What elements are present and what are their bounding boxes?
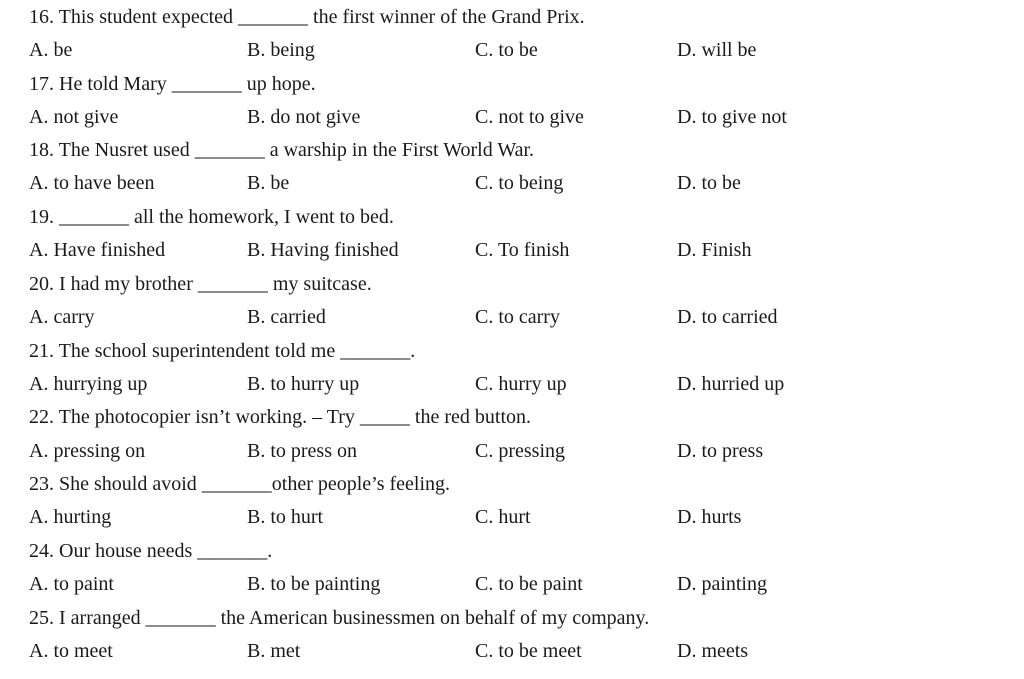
question-stem-24: 24. Our house needs _______.: [29, 540, 273, 562]
option-b: B. to hurry up: [247, 373, 360, 395]
options-row-25: [29, 635, 1009, 668]
option-b: B. being: [247, 39, 315, 61]
option-c: C. hurt: [475, 506, 531, 528]
option-c: C. to be meet: [475, 640, 582, 662]
question-stem-19: 19. _______ all the homework, I went to bed.: [29, 206, 394, 228]
option-c: C. hurry up: [475, 373, 567, 395]
option-a: A. be: [29, 39, 73, 61]
options-row-23: [29, 501, 1009, 534]
option-d: D. Finish: [677, 239, 752, 261]
question-stem-17: 17. He told Mary _______ up hope.: [29, 73, 316, 95]
question-stem-16: 16. This student expected _______ the first winner of the Grand Prix.: [29, 6, 585, 28]
option-b: B. be: [247, 172, 290, 194]
option-d: D. to be: [677, 172, 741, 194]
option-d: D. hurts: [677, 506, 742, 528]
option-c: C. to be paint: [475, 573, 583, 595]
question-stem-22: 22. The photocopier isn’t working. – Try _____ the red button.: [29, 406, 532, 428]
options-row-16: [29, 34, 1009, 67]
option-a: A. carry: [29, 306, 95, 328]
option-d: D. meets: [677, 640, 749, 662]
option-c: C. pressing: [475, 440, 565, 462]
option-c: C. to be: [475, 39, 538, 61]
option-d: D. to press: [677, 440, 764, 462]
options-row-19: [29, 234, 1009, 267]
option-b: B. to hurt: [247, 506, 324, 528]
option-b: B. met: [247, 640, 301, 662]
option-c: C. To finish: [475, 239, 570, 261]
option-d: D. hurried up: [677, 373, 785, 395]
question-stem-20: 20. I had my brother _______ my suitcase.: [29, 273, 372, 295]
option-a: A. hurrying up: [29, 373, 148, 395]
option-d: D. painting: [677, 573, 767, 595]
options-row-17: [29, 101, 1009, 134]
option-b: B. carried: [247, 306, 326, 328]
options-row-22: [29, 435, 1009, 468]
option-c: C. to carry: [475, 306, 560, 328]
option-c: C. to being: [475, 172, 564, 194]
option-b: B. to press on: [247, 440, 357, 462]
option-a: A. to meet: [29, 640, 113, 662]
options-row-24: [29, 568, 1009, 601]
options-row-20: [29, 301, 1009, 334]
option-b: B. do not give: [247, 106, 361, 128]
option-c: C. not to give: [475, 106, 584, 128]
option-a: A. pressing on: [29, 440, 146, 462]
option-a: A. Have finished: [29, 239, 166, 261]
option-a: A. to paint: [29, 573, 114, 595]
option-b: B. Having finished: [247, 239, 399, 261]
question-stem-23: 23. She should avoid _______other people’s feeling.: [29, 473, 451, 495]
options-row-21: [29, 368, 1009, 401]
option-d: D. to carried: [677, 306, 778, 328]
option-a: A. not give: [29, 106, 119, 128]
options-row-18: [29, 167, 1009, 200]
question-stem-21: 21. The school superintendent told me _______.: [29, 340, 416, 362]
question-stem-25: 25. I arranged _______ the American businessmen on behalf of my company.: [29, 607, 650, 629]
option-a: A. hurting: [29, 506, 112, 528]
question-stem-18: 18. The Nusret used _______ a warship in the First World War.: [29, 139, 535, 161]
option-d: D. will be: [677, 39, 757, 61]
option-b: B. to be painting: [247, 573, 381, 595]
option-a: A. to have been: [29, 172, 155, 194]
option-d: D. to give not: [677, 106, 787, 128]
